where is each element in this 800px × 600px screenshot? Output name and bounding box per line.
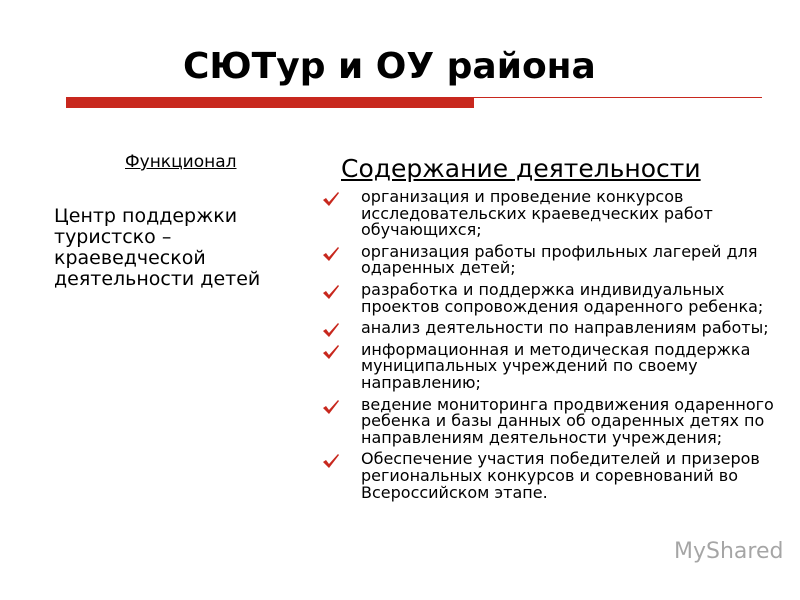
functional-heading: Функционал (125, 152, 237, 172)
activity-item-text: ведение мониторинга продвижения одаренного ребенка и базы данных об одаренных детях по направлениям деятельности учреждения; (361, 394, 774, 447)
activity-item-text: Обеспечение участия победителей и призеров региональных конкурсов и соревнований во Всероссийском этапе. (361, 449, 760, 502)
checkmark-icon (322, 246, 340, 262)
activity-item (322, 451, 787, 501)
checkmark-icon (322, 284, 340, 300)
activity-item-text: организация работы профильных лагерей для одаренных детей; (361, 241, 758, 278)
checkmark-icon (322, 322, 340, 338)
checkmark-icon (322, 399, 340, 415)
checkmark-icon (322, 191, 340, 207)
activity-item (322, 320, 787, 337)
activity-list (322, 189, 787, 506)
activity-item-text: организация и проведение конкурсов исследовательских краеведческих работ обучающихся; (361, 187, 713, 240)
activity-item-text: анализ деятельности по направлениям работы; (361, 318, 769, 338)
slide-title: СЮТур и ОУ района (183, 46, 596, 87)
checkmark-icon (322, 453, 340, 469)
checkmark-icon (322, 344, 340, 360)
activity-item (322, 279, 787, 316)
watermark-logo: MyShared (674, 539, 784, 564)
left-column (54, 150, 314, 290)
activity-heading: Содержание деятельности (341, 154, 701, 183)
functional-description: Центр поддержки туристско – краеведческой деятельности детей (54, 205, 261, 290)
activity-item-text: информационная и методическая поддержка муниципальных учреждений по своему направлению; (361, 339, 751, 392)
title-underline-accent (66, 97, 474, 108)
activity-item (322, 339, 787, 392)
activity-item (322, 189, 787, 239)
activity-item-text: разработка и поддержка индивидуальных проектов сопровождения одаренного ребенка; (361, 279, 764, 316)
activity-item (322, 394, 787, 447)
activity-item (322, 241, 787, 278)
